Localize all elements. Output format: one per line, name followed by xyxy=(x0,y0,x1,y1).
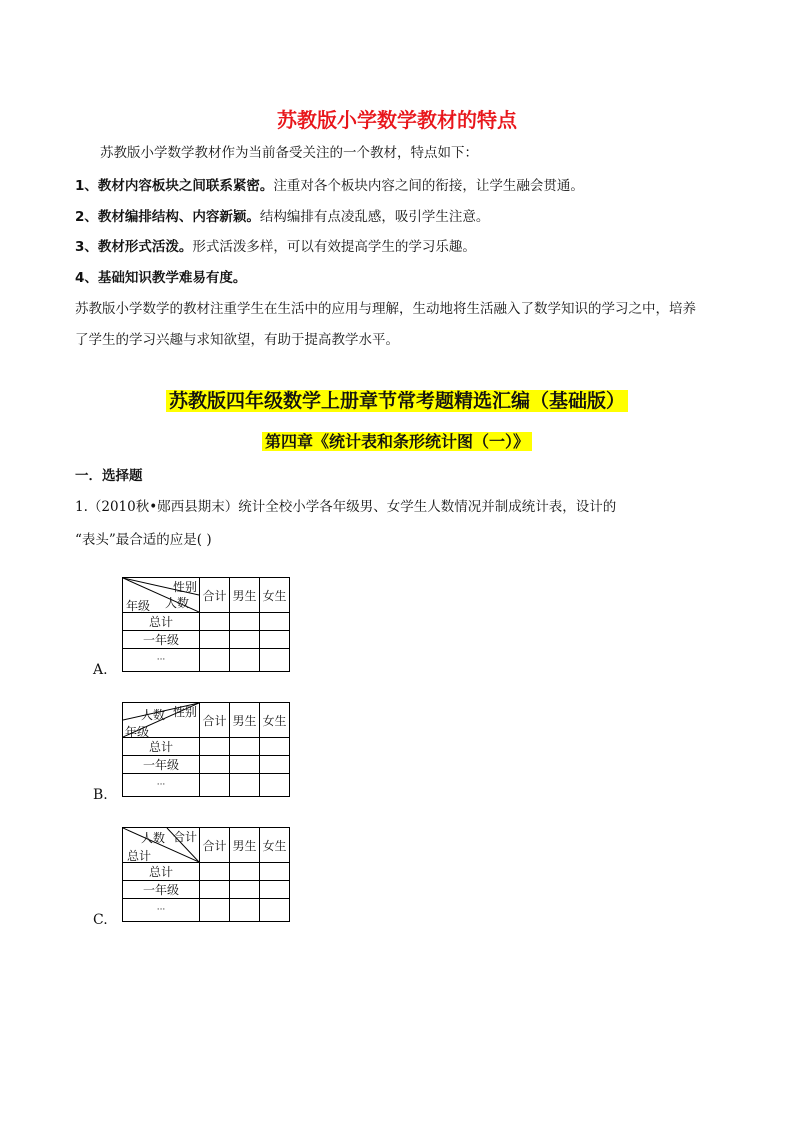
section-heading: 苏教版四年级数学上册章节常考题精选汇编（基础版） xyxy=(0,386,794,413)
summary-line-2: 了学生的学习兴趣与求知欲望，有助于提高教学水平。 xyxy=(75,332,399,348)
page-title: 苏教版小学数学教材的特点 xyxy=(277,108,517,132)
option-b-label[interactable]: B. xyxy=(93,787,108,803)
table-header-diagonal: 性别 人数 年级 xyxy=(123,578,200,613)
option-c-table: 合计 人数 总计 合计 男生 女生 总计 一年级 ··· xyxy=(122,827,290,922)
question-line-1: 1.（2010秋•郧西县期末）统计全校小学各年级男、女学生人数情况并制成统计表，设计的 xyxy=(75,499,617,515)
feature-1: 1、教材内容板块之间联系紧密。注重对各个板块内容之间的衔接，让学生融会贯通。 xyxy=(75,178,584,194)
option-a-label[interactable]: A. xyxy=(93,662,108,678)
chapter-heading: 第四章《统计表和条形统计图（一）》 xyxy=(0,429,794,452)
table-header-diagonal: 性别 人数 年级 xyxy=(123,703,200,738)
option-b-table: 性别 人数 年级 合计 男生 女生 总计 一年级 ··· xyxy=(122,702,290,797)
feature-2: 2、教材编排结构、内容新颖。结构编排有点凌乱感，吸引学生注意。 xyxy=(75,209,490,225)
option-c-label[interactable]: C. xyxy=(93,912,108,928)
intro-text: 苏教版小学数学教材作为当前备受关注的一个教材，特点如下： xyxy=(100,145,478,161)
feature-4: 4、基础知识教学难易有度。 xyxy=(75,270,247,286)
feature-3: 3、教材形式活泼。形式活泼多样，可以有效提高学生的学习乐趣。 xyxy=(75,239,476,255)
question-line-2: “表头”最合适的应是( ) xyxy=(75,532,212,548)
option-a-table: 性别 人数 年级 合计 男生 女生 总计 一年级 ··· xyxy=(122,577,290,672)
question-type: 一．选择题 xyxy=(75,468,143,484)
summary-line-1: 苏教版小学数学的教材注重学生在生活中的应用与理解，生动地将生活融入了数学知识的学习之中，培养 xyxy=(75,301,696,317)
table-header-diagonal: 合计 人数 总计 xyxy=(123,828,200,863)
